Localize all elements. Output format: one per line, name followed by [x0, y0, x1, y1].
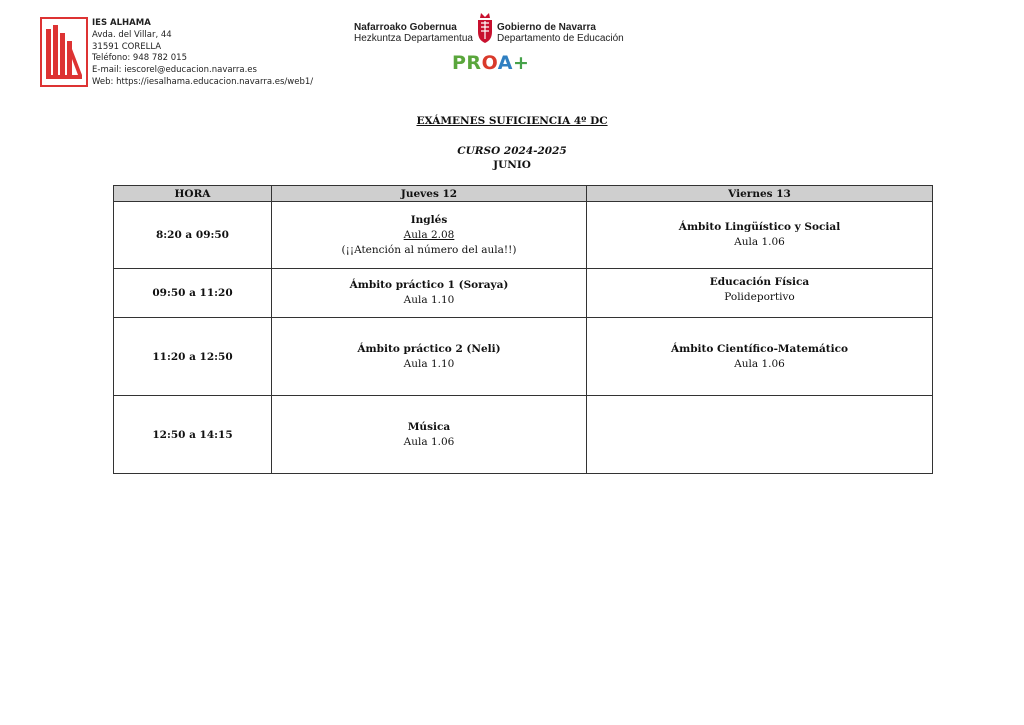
proa-logo-a: A — [497, 52, 513, 74]
proa-plus-logo — [452, 52, 529, 74]
school-phone: Teléfono: 948 782 015 — [92, 53, 187, 64]
course-label: CURSO 2024-2025 — [457, 145, 567, 157]
table-row — [114, 269, 933, 318]
exam-cell — [272, 318, 587, 396]
proa-logo-o: O — [481, 52, 498, 74]
subject-name: Música — [407, 420, 451, 433]
government-header — [354, 12, 629, 46]
document-title: EXÁMENES SUFICIENCIA 4º DC — [416, 115, 608, 127]
school-name: IES ALHAMA — [92, 18, 151, 28]
subject-name: Ámbito práctico 1 (Soraya) — [349, 279, 509, 291]
hour-cell: 12:50 a 14:15 — [114, 396, 272, 474]
header-hour: HORA — [114, 186, 272, 202]
school-address: Avda. del Villar, 44 — [92, 29, 172, 40]
subject-name: Ámbito Científico-Matemático — [670, 342, 849, 355]
exam-cell — [272, 269, 587, 318]
government-spanish-text — [497, 22, 624, 44]
exam-cell — [587, 269, 933, 318]
exam-cell — [272, 202, 587, 269]
table-row — [114, 202, 933, 269]
proa-logo-plus: + — [512, 52, 530, 74]
subject-name: Educación Física — [709, 276, 810, 288]
subject-name: Inglés — [410, 213, 448, 226]
school-web: Web: https://iesalhama.educacion.navarra.es/web1/ — [92, 76, 314, 87]
header-thursday: Jueves 12 — [272, 186, 587, 202]
room-label: Aula 1.10 — [403, 357, 455, 370]
room-label: Polideportivo — [724, 291, 795, 303]
exam-schedule-table — [113, 185, 933, 474]
subject-name: Ámbito práctico 2 (Neli) — [357, 342, 501, 355]
month-label: JUNIO — [493, 159, 531, 171]
room-label: Aula 1.06 — [734, 357, 785, 370]
room-label: Aula 1.06 — [403, 435, 455, 448]
gov-right-line2: Departamento de Educación — [497, 33, 624, 44]
room-link: Aula 2.08 — [403, 228, 455, 241]
hour-cell: 11:20 a 12:50 — [114, 318, 272, 396]
room-label: Aula 1.10 — [403, 294, 455, 306]
hour-cell: 8:20 a 09:50 — [114, 202, 272, 269]
exam-cell — [587, 202, 933, 269]
government-basque-text — [354, 22, 473, 44]
exam-cell-empty — [587, 396, 933, 474]
table-header-row — [114, 186, 933, 202]
school-postal: 31591 CORELLA — [92, 41, 162, 52]
gov-left-line2: Hezkuntza Departamentua — [354, 33, 473, 44]
table-row — [114, 396, 933, 474]
school-email: E-mail: iescorel@educacion.navarra.es — [92, 65, 257, 76]
hour-cell: 09:50 a 11:20 — [114, 269, 272, 318]
school-contact-info — [92, 18, 313, 89]
subject-name: Ámbito Lingüístico y Social — [678, 221, 841, 233]
proa-logo-pr: PR — [452, 52, 482, 74]
navarra-crest-icon — [475, 12, 495, 44]
gov-right-line1: Gobierno de Navarra — [497, 22, 596, 33]
school-logo-icon — [42, 19, 86, 85]
gov-left-line1: Nafarroako Gobernua — [354, 22, 457, 33]
school-logo — [40, 17, 88, 87]
header-friday: Viernes 13 — [587, 186, 933, 202]
table-row — [114, 318, 933, 396]
room-note: (¡¡Atención al número del aula!!) — [341, 243, 517, 256]
exam-cell — [272, 396, 587, 474]
exam-cell — [587, 318, 933, 396]
room-label: Aula 1.06 — [734, 236, 785, 248]
